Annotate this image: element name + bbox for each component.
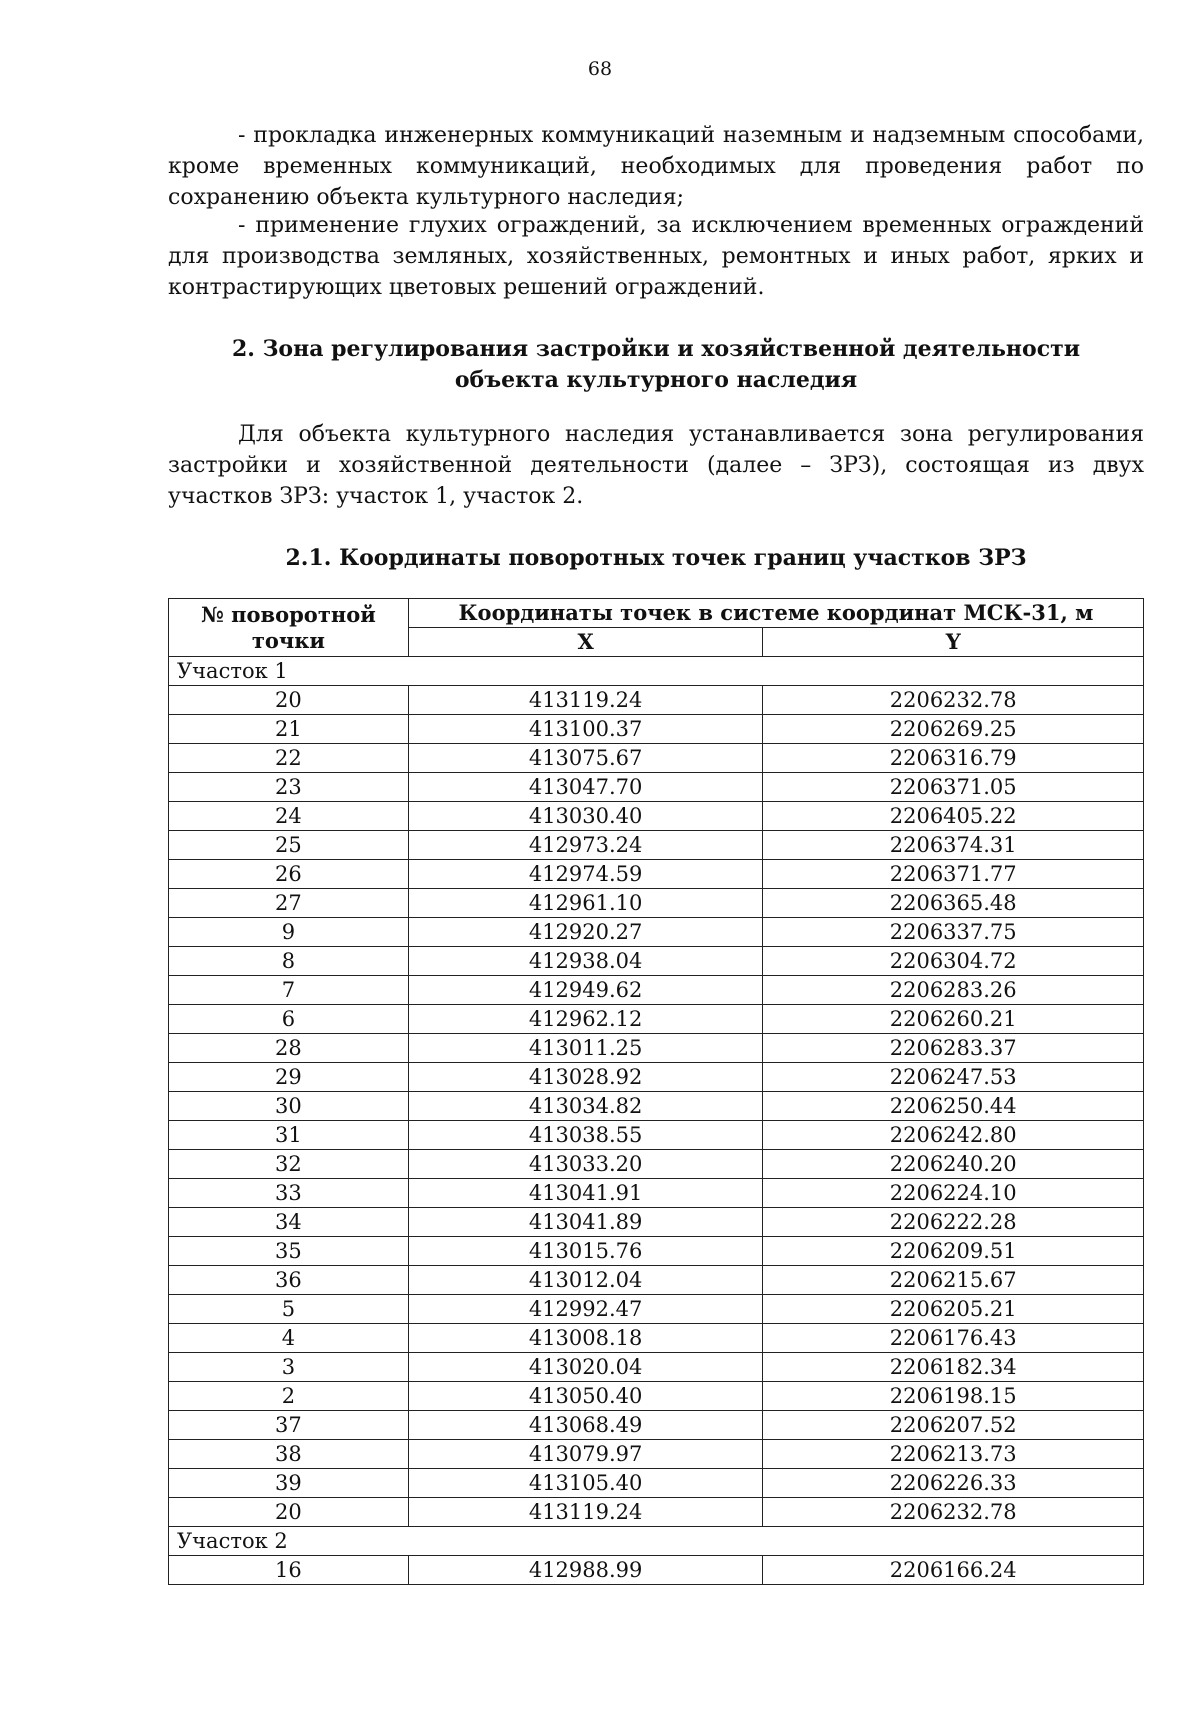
x-coordinate-cell: 413105.40 (408, 1469, 763, 1498)
y-coordinate-cell: 2206213.73 (763, 1440, 1144, 1469)
x-coordinate-cell: 412949.62 (408, 976, 763, 1005)
header-point-number: № поворотной точки (169, 599, 409, 657)
y-coordinate-cell: 2206205.21 (763, 1295, 1144, 1324)
table-row (169, 1266, 1144, 1295)
point-number-cell: 32 (169, 1150, 409, 1179)
paragraph-text: Для объекта культурного наследия устанавливается зона регулирования застройки и хозяйственной деятельности (далее – ЗРЗ), состоящая из двух участков ЗРЗ: участок 1, участок 2. (168, 422, 1144, 509)
y-coordinate-cell: 2206247.53 (763, 1063, 1144, 1092)
table-row (169, 1092, 1144, 1121)
point-number-cell: 29 (169, 1063, 409, 1092)
table-row (169, 918, 1144, 947)
x-coordinate-cell: 412938.04 (408, 947, 763, 976)
point-number-cell: 30 (169, 1092, 409, 1121)
table-row (169, 976, 1144, 1005)
y-coordinate-cell: 2206269.25 (763, 715, 1144, 744)
point-number-cell: 37 (169, 1411, 409, 1440)
table-row (169, 831, 1144, 860)
y-coordinate-cell: 2206232.78 (763, 1498, 1144, 1527)
table-row (169, 744, 1144, 773)
paragraph-text: - применение глухих ограждений, за исключением временных ограждений для производства земляных, хозяйственных, ремонтных и иных работ, ярких и контрастирующих цветовых решений ограждений. (168, 213, 1144, 300)
point-number-cell: 39 (169, 1469, 409, 1498)
x-coordinate-cell: 412920.27 (408, 918, 763, 947)
table-row (169, 1382, 1144, 1411)
y-coordinate-cell: 2206198.15 (763, 1382, 1144, 1411)
point-number-cell: 27 (169, 889, 409, 918)
y-coordinate-cell: 2206371.77 (763, 860, 1144, 889)
point-number-cell: 7 (169, 976, 409, 1005)
point-number-cell: 9 (169, 918, 409, 947)
y-coordinate-cell: 2206405.22 (763, 802, 1144, 831)
point-number-cell: 36 (169, 1266, 409, 1295)
section-2-heading (168, 334, 1144, 396)
x-coordinate-cell: 413068.49 (408, 1411, 763, 1440)
y-coordinate-cell: 2206176.43 (763, 1324, 1144, 1353)
y-coordinate-cell: 2206240.20 (763, 1150, 1144, 1179)
point-number-cell: 20 (169, 686, 409, 715)
header-coordinates: Координаты точек в системе координат МСК-31, м (408, 599, 1143, 628)
point-number-cell: 2 (169, 1382, 409, 1411)
table-row (169, 1324, 1144, 1353)
y-coordinate-cell: 2206304.72 (763, 947, 1144, 976)
x-coordinate-cell: 413030.40 (408, 802, 763, 831)
section-2-1-heading: 2.1. Координаты поворотных точек границ участков ЗРЗ (285, 545, 1027, 571)
x-coordinate-cell: 413119.24 (408, 1498, 763, 1527)
x-coordinate-cell: 413008.18 (408, 1324, 763, 1353)
point-number-cell: 31 (169, 1121, 409, 1150)
x-coordinate-cell: 412974.59 (408, 860, 763, 889)
y-coordinate-cell: 2206260.21 (763, 1005, 1144, 1034)
table-row (169, 947, 1144, 976)
section-row (169, 1527, 1144, 1556)
x-coordinate-cell: 413012.04 (408, 1266, 763, 1295)
point-number-cell: 8 (169, 947, 409, 976)
x-coordinate-cell: 412988.99 (408, 1556, 763, 1585)
x-coordinate-cell: 413033.20 (408, 1150, 763, 1179)
x-coordinate-cell: 413041.89 (408, 1208, 763, 1237)
x-coordinate-cell: 412992.47 (408, 1295, 763, 1324)
table-row (169, 1440, 1144, 1469)
y-coordinate-cell: 2206365.48 (763, 889, 1144, 918)
point-number-cell: 24 (169, 802, 409, 831)
y-coordinate-cell: 2206374.31 (763, 831, 1144, 860)
y-coordinate-cell: 2206207.52 (763, 1411, 1144, 1440)
x-coordinate-cell: 412973.24 (408, 831, 763, 860)
table-row (169, 1034, 1144, 1063)
point-number-cell: 21 (169, 715, 409, 744)
section-row (169, 657, 1144, 686)
table-row (169, 1556, 1144, 1585)
paragraph-text: - прокладка инженерных коммуникаций наземным и надземным способами, кроме временных коммуникаций, необходимых для проведения работ по сохранению объекта культурного наследия; (168, 123, 1144, 210)
point-number-cell: 16 (169, 1556, 409, 1585)
coordinates-table-body (169, 657, 1144, 1585)
point-number-cell: 20 (169, 1498, 409, 1527)
page-number: 68 (587, 58, 613, 80)
x-coordinate-cell: 413034.82 (408, 1092, 763, 1121)
table-row (169, 1179, 1144, 1208)
table-row (169, 773, 1144, 802)
y-coordinate-cell: 2206242.80 (763, 1121, 1144, 1150)
x-coordinate-cell: 413011.25 (408, 1034, 763, 1063)
coordinates-table (168, 598, 1144, 1585)
x-coordinate-cell: 413050.40 (408, 1382, 763, 1411)
y-coordinate-cell: 2206226.33 (763, 1469, 1144, 1498)
x-coordinate-cell: 413100.37 (408, 715, 763, 744)
table-row (169, 715, 1144, 744)
table-row (169, 1063, 1144, 1092)
x-coordinate-cell: 412962.12 (408, 1005, 763, 1034)
y-coordinate-cell: 2206232.78 (763, 686, 1144, 715)
y-coordinate-cell: 2206166.24 (763, 1556, 1144, 1585)
header-y: Y (763, 628, 1144, 657)
table-row (169, 1121, 1144, 1150)
point-number-cell: 6 (169, 1005, 409, 1034)
x-coordinate-cell: 413020.04 (408, 1353, 763, 1382)
table-row (169, 1237, 1144, 1266)
table-row (169, 889, 1144, 918)
y-coordinate-cell: 2206222.28 (763, 1208, 1144, 1237)
table-row (169, 1005, 1144, 1034)
table-row (169, 1295, 1144, 1324)
x-coordinate-cell: 413119.24 (408, 686, 763, 715)
x-coordinate-cell: 413015.76 (408, 1237, 763, 1266)
table-row (169, 802, 1144, 831)
table-row (169, 860, 1144, 889)
x-coordinate-cell: 413028.92 (408, 1063, 763, 1092)
y-coordinate-cell: 2206337.75 (763, 918, 1144, 947)
paragraph-communications (168, 120, 1144, 213)
table-row (169, 1353, 1144, 1382)
point-number-cell: 3 (169, 1353, 409, 1382)
table-row (169, 686, 1144, 715)
y-coordinate-cell: 2206250.44 (763, 1092, 1144, 1121)
paragraph-fences (168, 210, 1144, 303)
x-coordinate-cell: 412961.10 (408, 889, 763, 918)
point-number-cell: 4 (169, 1324, 409, 1353)
y-coordinate-cell: 2206316.79 (763, 744, 1144, 773)
x-coordinate-cell: 413047.70 (408, 773, 763, 802)
point-number-cell: 28 (169, 1034, 409, 1063)
section-2-intro (168, 419, 1144, 512)
point-number-cell: 38 (169, 1440, 409, 1469)
y-coordinate-cell: 2206224.10 (763, 1179, 1144, 1208)
table-row (169, 1150, 1144, 1179)
table-row (169, 1498, 1144, 1527)
point-number-cell: 34 (169, 1208, 409, 1237)
x-coordinate-cell: 413041.91 (408, 1179, 763, 1208)
section-name: Участок 1 (169, 657, 1144, 686)
point-number-cell: 22 (169, 744, 409, 773)
section-name: Участок 2 (169, 1527, 1144, 1556)
y-coordinate-cell: 2206283.26 (763, 976, 1144, 1005)
y-coordinate-cell: 2206209.51 (763, 1237, 1144, 1266)
table-row (169, 1469, 1144, 1498)
section-2-title-line1: 2. Зона регулирования застройки и хозяйственной деятельности (231, 336, 1081, 362)
y-coordinate-cell: 2206215.67 (763, 1266, 1144, 1295)
point-number-cell: 23 (169, 773, 409, 802)
point-number-cell: 33 (169, 1179, 409, 1208)
point-number-cell: 35 (169, 1237, 409, 1266)
table-row (169, 1411, 1144, 1440)
x-coordinate-cell: 413038.55 (408, 1121, 763, 1150)
point-number-cell: 5 (169, 1295, 409, 1324)
point-number-cell: 26 (169, 860, 409, 889)
section-2-title-line2: объекта культурного наследия (454, 367, 858, 393)
y-coordinate-cell: 2206283.37 (763, 1034, 1144, 1063)
header-x: X (408, 628, 763, 657)
point-number-cell: 25 (169, 831, 409, 860)
y-coordinate-cell: 2206182.34 (763, 1353, 1144, 1382)
x-coordinate-cell: 413079.97 (408, 1440, 763, 1469)
x-coordinate-cell: 413075.67 (408, 744, 763, 773)
table-row (169, 1208, 1144, 1237)
y-coordinate-cell: 2206371.05 (763, 773, 1144, 802)
